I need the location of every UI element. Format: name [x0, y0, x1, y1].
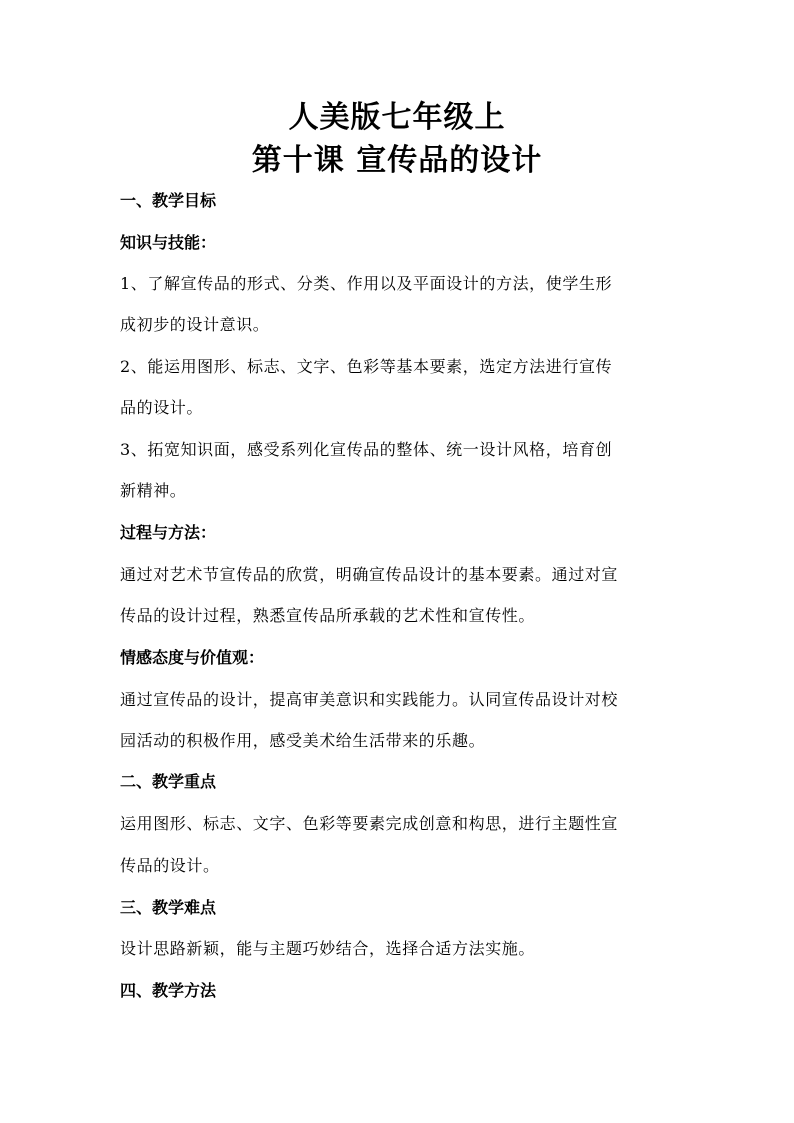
subheading-emotion-values: 情感态度与价值观：: [120, 648, 265, 667]
document-title-line-1: 人美版七年级上: [288, 100, 506, 135]
paragraph-line: 传品的设计。: [120, 856, 220, 875]
section-heading-goals: 一、教学目标: [120, 191, 217, 210]
paragraph-line: 通过对艺术节宣传品的欣赏，明确宣传品设计的基本要素。通过对宣: [120, 565, 619, 584]
paragraph-line: 1、了解宣传品的形式、分类、作用以及平面设计的方法，使学生形: [120, 274, 613, 293]
section-heading-methods: 四、教学方法: [120, 981, 217, 1000]
document-title-line-2: 第十课 宣传品的设计: [251, 143, 543, 178]
paragraph-line: 3、拓宽知识面，感受系列化宣传品的整体、统一设计风格，培育创: [120, 440, 613, 459]
subheading-process-methods: 过程与方法：: [120, 523, 217, 542]
paragraph-line: 园活动的积极作用，感受美术给生活带来的乐趣。: [120, 731, 486, 750]
section-heading-difficulties: 三、教学难点: [120, 898, 217, 917]
paragraph-line: 传品的设计过程，熟悉宣传品所承载的艺术性和宣传性。: [120, 606, 536, 625]
paragraph-line: 成初步的设计意识。: [120, 315, 270, 334]
section-heading-key-points: 二、教学重点: [120, 772, 217, 791]
paragraph-line: 设计思路新颖，能与主题巧妙结合，选择合适方法实施。: [120, 939, 536, 958]
paragraph-line: 2、能运用图形、标志、文字、色彩等基本要素，选定方法进行宣传: [120, 357, 613, 376]
paragraph-line: 运用图形、标志、文字、色彩等要素完成创意和构思，进行主题性宣: [120, 814, 619, 833]
paragraph-line: 品的设计。: [120, 398, 204, 417]
subheading-knowledge-skills: 知识与技能：: [120, 233, 217, 252]
paragraph-line: 通过宣传品的设计，提高审美意识和实践能力。认同宣传品设计对校: [120, 690, 619, 709]
paragraph-line: 新精神。: [120, 481, 187, 500]
